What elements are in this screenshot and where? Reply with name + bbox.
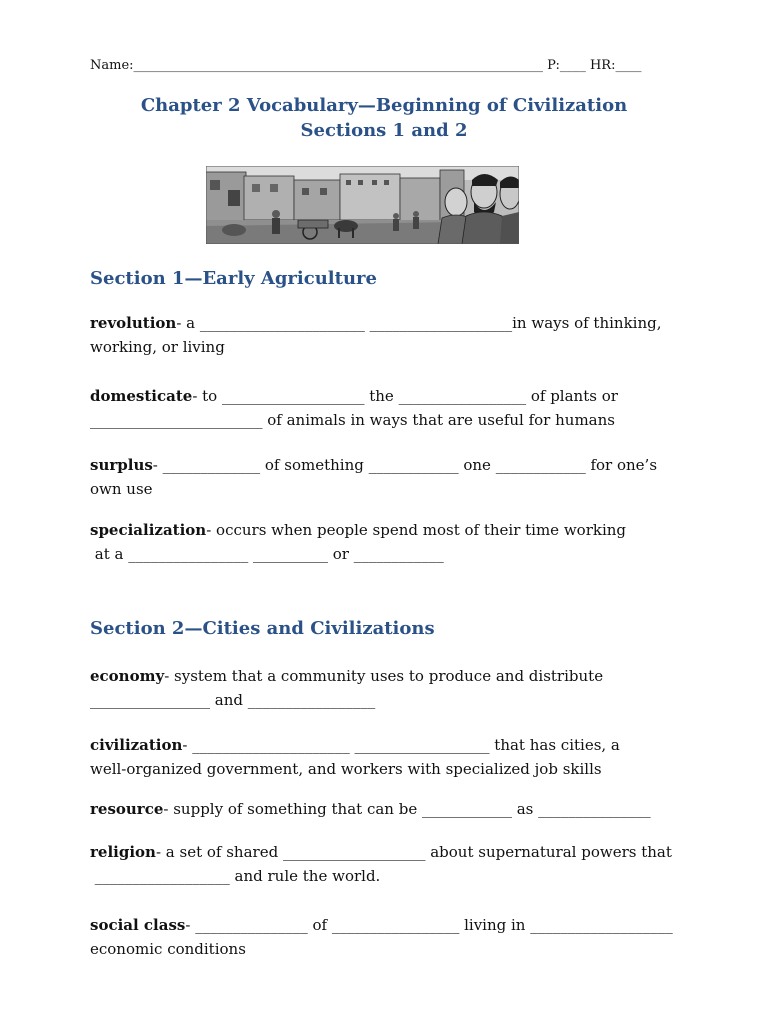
- vocab-definition: - _____________ of something ____________ one ____________ for one’s: [152, 456, 658, 474]
- vocab-term: domesticate: [90, 387, 193, 405]
- vocab-entry-religion: [90, 841, 680, 888]
- vocab-term: specialization: [90, 521, 207, 539]
- vocab-definition: - to ___________________ the _________________ of plants or: [192, 387, 618, 405]
- vocab-definition: - _______________ of _________________ living in ___________________: [185, 916, 673, 934]
- vocab-definition-continued: well-organized government, and workers with specialized job skills: [90, 759, 602, 778]
- vocab-definition: - system that a community uses to produce and distribute: [164, 667, 604, 685]
- vocab-definition: - a ______________________ ___________________in ways of thinking,: [176, 314, 662, 332]
- vocab-definition-continued: _______________________ of animals in ways that are useful for humans: [90, 410, 615, 429]
- section-heading: Section 2—Cities and Civilizations: [90, 618, 435, 639]
- vocab-definition: - _____________________ __________________ that has cities, a: [182, 736, 620, 754]
- vocab-definition-continued: working, or living: [90, 337, 225, 356]
- vocab-definition-continued: economic conditions: [90, 939, 246, 958]
- vocab-entry-revolution: [90, 312, 680, 359]
- section-heading: Section 1—Early Agriculture: [90, 268, 377, 289]
- page-title: Chapter 2 Vocabulary—Beginning of Civilization: [140, 95, 628, 116]
- vocab-term: surplus: [90, 456, 153, 474]
- vocab-definition: - occurs when people spend most of their time working: [206, 521, 627, 539]
- vocab-definition: - a set of shared ___________________ about supernatural powers that: [155, 843, 672, 861]
- vocab-entry-specialization: [90, 519, 680, 566]
- vocab-entry-economy: [90, 665, 680, 712]
- vocab-entry-social-class: [90, 914, 680, 961]
- vocab-term: religion: [90, 843, 156, 861]
- ancient-city-illustration: [206, 166, 519, 244]
- vocab-definition-continued: own use: [90, 479, 153, 498]
- vocab-term: civilization: [90, 736, 183, 754]
- vocab-entry-domesticate: [90, 385, 680, 432]
- vocab-entry-surplus: [90, 454, 680, 501]
- vocab-definition-continued: __________________ and rule the world.: [90, 866, 381, 885]
- name-period-line: Name:_______________________________________________________________ P:____ HR:____: [90, 58, 642, 73]
- vocab-term: resource: [90, 800, 164, 818]
- vocab-definition-continued: at a ________________ __________ or ____________: [90, 544, 444, 563]
- vocab-definition-continued: ________________ and _________________: [90, 690, 376, 709]
- vocab-entry-civilization: [90, 734, 680, 781]
- page-subtitle: Sections 1 and 2: [300, 120, 468, 141]
- vocab-term: revolution: [90, 314, 177, 332]
- vocab-term: social class: [90, 916, 186, 934]
- vocab-term: economy: [90, 667, 165, 685]
- vocab-definition: - supply of something that can be ____________ as _______________: [163, 800, 651, 818]
- vocab-entry-resource: [90, 798, 680, 822]
